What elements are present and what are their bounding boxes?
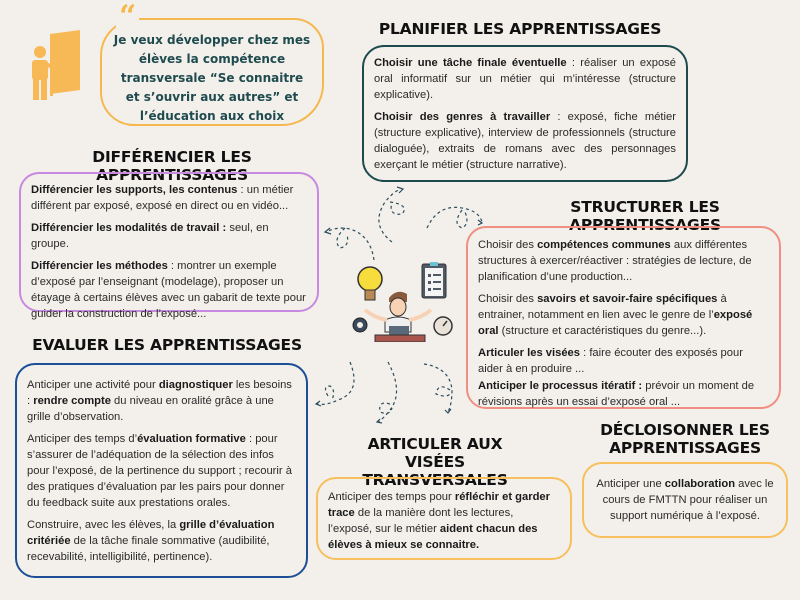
differencier-box: [19, 172, 319, 320]
articuler-item: Anticiper des temps pour réfléchir et garder trace de la manière dont les lectures, l’exposé, sur le métier aident chacun des élèves à mieux se connaitre.: [328, 491, 550, 551]
differencier-item: Différencier les modalités de travail : seul, en groupe.: [31, 222, 269, 250]
desk-icon: [375, 335, 425, 342]
quote-mark-icon: “: [116, 2, 139, 32]
quote-text: Je veux développer chez mes élèves la compétence transversale “Se connaitre et s’ouvrir aux autres” et l’éducation aux choix: [113, 33, 311, 123]
dashed-arrows-bottom: [300, 360, 500, 440]
structurer-item: Choisir des savoirs et savoir-faire spécifiques à entrainer, notamment en lien avec le genre de l’exposé oral (structure et caractéristiques du genre...).: [478, 293, 753, 337]
dashed-arrow-icon: [317, 362, 354, 405]
planifier-item: Choisir des genres à travailler : exposé, fiche métier (structure explicative), interview de professionnels (structure dialoguée), extraits de romans avec des personnages exerçant le métier (structure narrative).: [374, 111, 676, 171]
articuler-title: ARTICULER AUX VISÉES TRANSVERSALES: [362, 435, 508, 489]
dashed-arrows-top: [300, 180, 500, 260]
differencier-item: Différencier les supports, les contenus : un métier différent par exposé, exposé en direct ou en vidéo...: [31, 184, 294, 212]
dashed-arrow-icon: [379, 190, 400, 242]
dashed-arrow-icon: [327, 228, 374, 260]
planifier-title: PLANIFIER LES APPRENTISSAGES: [378, 20, 662, 38]
differencier-item: Différencier les méthodes : montrer un exemple d’exposé par l’enseignant (modelage), proposer un étayage à certains élèves avec un gabarit de texte pour guider la construction de l’exposé...: [31, 260, 306, 320]
dashed-arrow-icon: [427, 207, 482, 228]
lightbulb-icon: [358, 267, 382, 300]
differencier-title: DIFFÉRENCIER LES APPRENTISSAGES: [92, 148, 252, 184]
person-opening-door-icon: [28, 28, 88, 110]
structurer-item: Anticiper le processus itératif : prévoir un moment de révisions après un essai d’exposé oral ...: [478, 380, 755, 408]
structurer-item: Articuler les visées : faire écouter des exposés pour aider à en produire ...: [478, 347, 743, 375]
structurer-item: Choisir des compétences communes aux différentes structures à exercer/réactiver : stratégies de lecture, de planification d’une production...: [478, 239, 752, 283]
structurer-box: [466, 226, 781, 409]
evaluer-item: Construire, avec les élèves, la grille d’évaluation critériée de la tâche finale sommative (audibilité, recevabilité, intelligibilité, pertinence).: [27, 519, 275, 563]
planifier-item: Choisir une tâche finale éventuelle : réaliser un exposé oral informatif sur un métier qui m’intéresse (structure explicative).: [374, 57, 676, 101]
structurer-title: STRUCTURER LES APPRENTISSAGES: [569, 198, 721, 234]
decloisonner-item: Anticiper une collaboration avec le cours de FMTTN pour réaliser un support numérique à l’exposé.: [596, 478, 774, 522]
articuler-box: [316, 477, 572, 560]
clipboard-checklist-icon: [422, 262, 446, 298]
decloisonner-title: DÉCLOISONNER LES APPRENTISSAGES: [600, 421, 770, 457]
planifier-box: [362, 45, 688, 182]
teacher-multitasking-illustration: [345, 262, 463, 342]
evaluer-item: Anticiper des temps d’évaluation formative : pour s’assurer de l’adéquation de la sélection des infos pour l’exposé, de la pertinence du support ; recourir à des pratiques d’évaluation par les pairs pour donner du feedback suite aux prestations orales.: [27, 433, 292, 509]
quote-box: [100, 18, 324, 126]
evaluer-title: EVALUER LES APPRENTISSAGES: [32, 336, 302, 354]
evaluer-box: [15, 363, 308, 578]
decloisonner-box: [582, 462, 788, 538]
evaluer-item: Anticiper une activité pour diagnostiquer les besoins : rendre compte du niveau en oralité grâce à une grille d’observation.: [27, 379, 292, 423]
